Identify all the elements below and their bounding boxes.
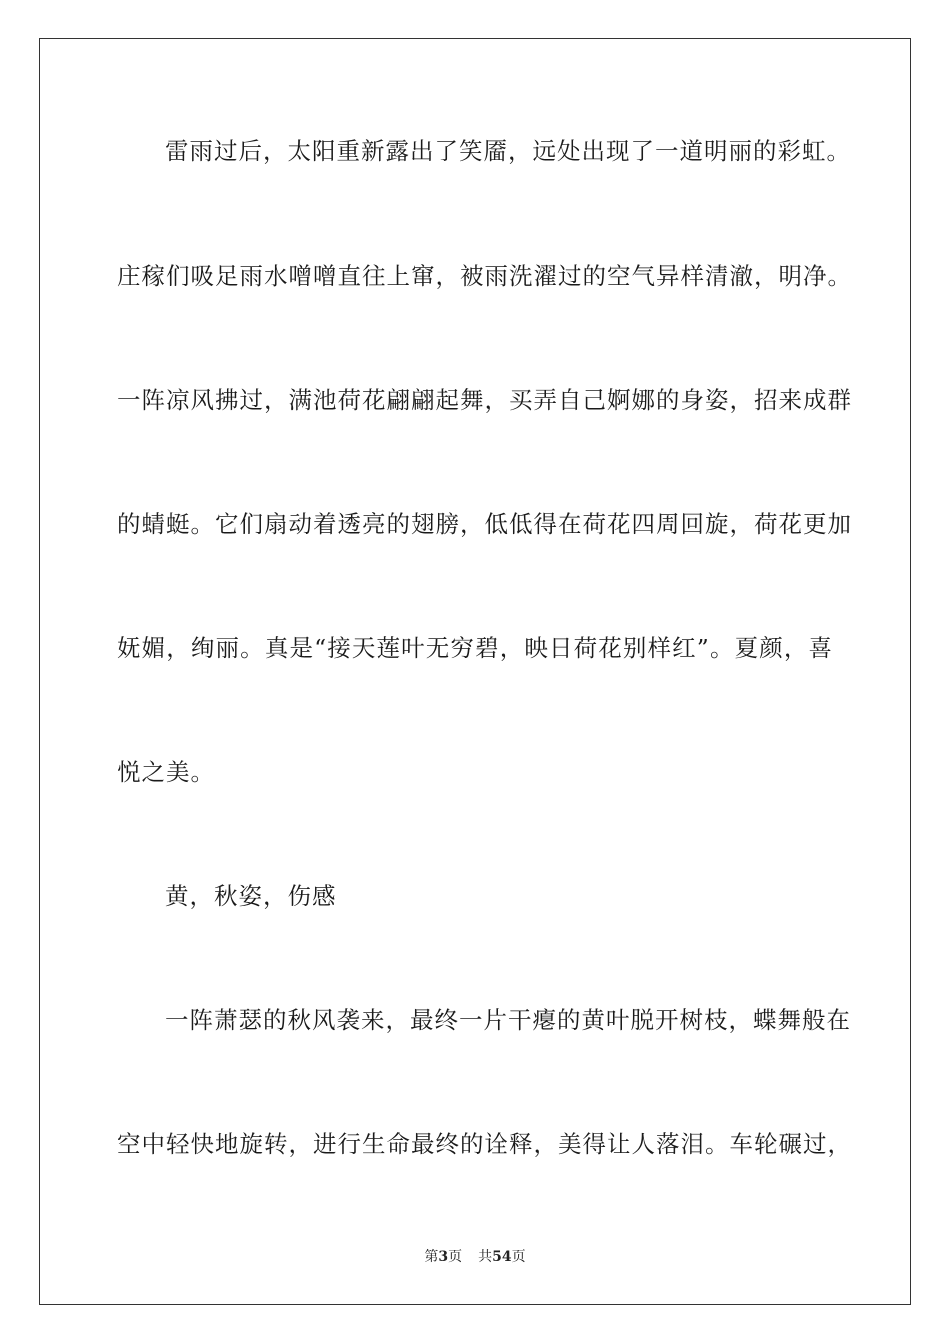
paragraph-line-1: 雷雨过后，太阳重新露出了笑靥，远处出现了一道明丽的彩虹。 xyxy=(165,137,851,165)
paragraph-line-5: 妩媚，绚丽。真是“接天莲叶无穷碧，映日荷花别样红”。夏颜，喜 xyxy=(117,634,833,662)
paragraph-line-7: 一阵萧瑟的秋风袭来，最终一片干瘪的黄叶脱开树枝，蝶舞般在 xyxy=(165,1006,851,1034)
page-footer xyxy=(0,1247,950,1267)
paragraph-line-8: 空中轻快地旋转，进行生命最终的诠释，美得让人落泪。车轮碾过， xyxy=(117,1130,852,1158)
section-heading: 黄，秋姿，伤感 xyxy=(165,882,337,910)
paragraph-line-4: 的蜻蜓。它们扇动着透亮的翅膀，低低得在荷花四周回旋，荷花更加 xyxy=(117,510,852,538)
paragraph-line-6: 悦之美。 xyxy=(117,758,215,786)
paragraph-line-3: 一阵凉风拂过，满池荷花翩翩起舞，买弄自己婀娜的身姿，招来成群 xyxy=(117,386,852,414)
footer-total-suffix: 页 xyxy=(511,1249,526,1265)
footer-total-prefix: 共 xyxy=(478,1249,493,1265)
page-border xyxy=(39,38,911,1305)
paragraph-line-2: 庄稼们吸足雨水噌噌直往上窜，被雨洗濯过的空气异样清澈，明净。 xyxy=(117,262,852,290)
footer-page-suffix: 页 xyxy=(448,1249,463,1265)
footer-total-pages: 54 xyxy=(492,1249,512,1265)
footer-page-prefix: 第 xyxy=(424,1249,439,1265)
footer-page-number: 3 xyxy=(438,1249,449,1265)
